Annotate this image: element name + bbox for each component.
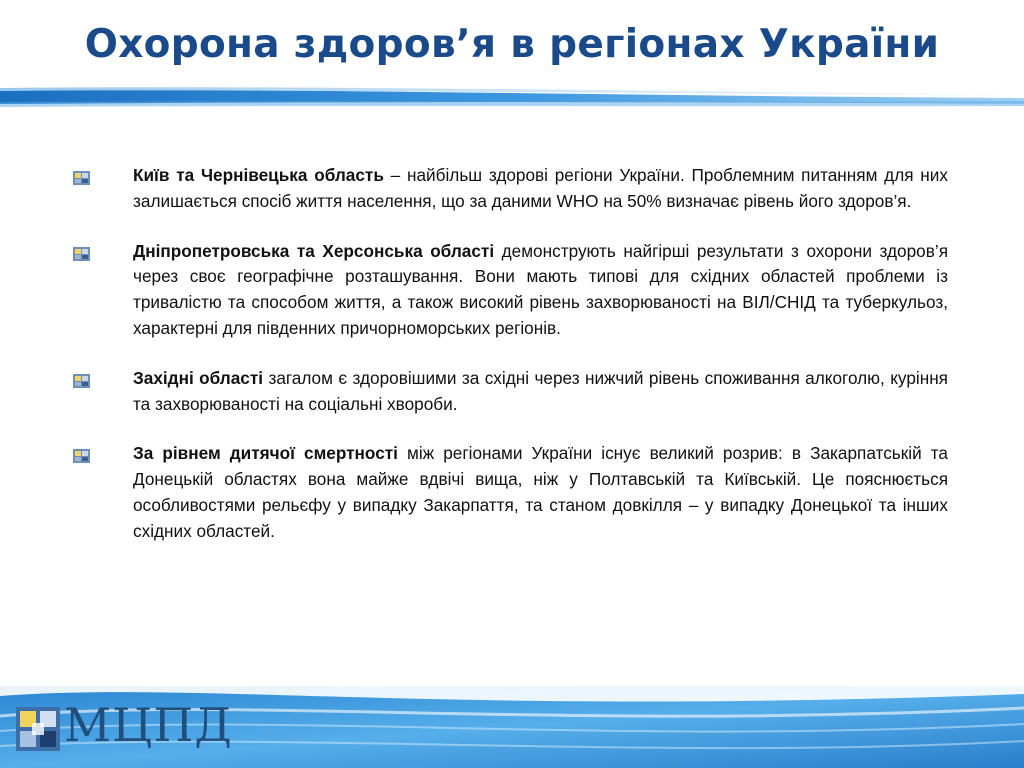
- bullet-item: [133, 163, 948, 215]
- bullet-item: [133, 441, 948, 544]
- bullet-bold-lead: Дніпропетровська та Херсонська області: [133, 240, 495, 261]
- bullet-text: – найбільш здорові регіони України. Проблемним питанням для них залишається спосіб життя населення, що за даними WHO на 50% визначає рівень його здоров’я.: [133, 165, 948, 211]
- bullet-text: демонструють найгірші результати з охорони здоров’я через своє географічне розташування. Вони мають типові для східних областей проблеми із тривалістю та способом життя, а також високий рівень захворюваності на ВІЛ/СНІД та туберкульоз, характерні для південних причорноморських регіонів.: [133, 240, 948, 338]
- title-decoration-band: [0, 82, 1024, 112]
- logo-text: МЦПД: [64, 698, 233, 752]
- bullet-square-icon: [73, 374, 90, 388]
- bullet-bold-lead: Західні області: [133, 367, 264, 388]
- bullet-item: [133, 239, 948, 342]
- bullet-text: між регіонами України існує великий розрив: в Закарпатській та Донецькій областях вона майже вдвічі вища, ніж у Полтавській та Київській. Це пояснюється особливостями рельєфу у випадку Закарпаття, та станом довкілля – у випадку Донецької та інших східних областей.: [133, 443, 948, 541]
- bullet-item: [133, 366, 948, 418]
- bullet-square-icon: [73, 171, 90, 185]
- bullet-list: [0, 163, 1024, 569]
- bullet-square-icon: [73, 247, 90, 261]
- slide-title: Охорона здоров’я в регіонах України: [84, 22, 940, 67]
- bullet-bold-lead: За рівнем дитячої смертності: [133, 443, 398, 464]
- bullet-text: загалом є здоровішими за східні через нижчий рівень споживання алкоголю, куріння та захворюваності на соціальні хвороби.: [133, 367, 948, 414]
- bullet-bold-lead: Київ та Чернівецька область: [133, 165, 384, 185]
- bullet-square-icon: [73, 449, 90, 463]
